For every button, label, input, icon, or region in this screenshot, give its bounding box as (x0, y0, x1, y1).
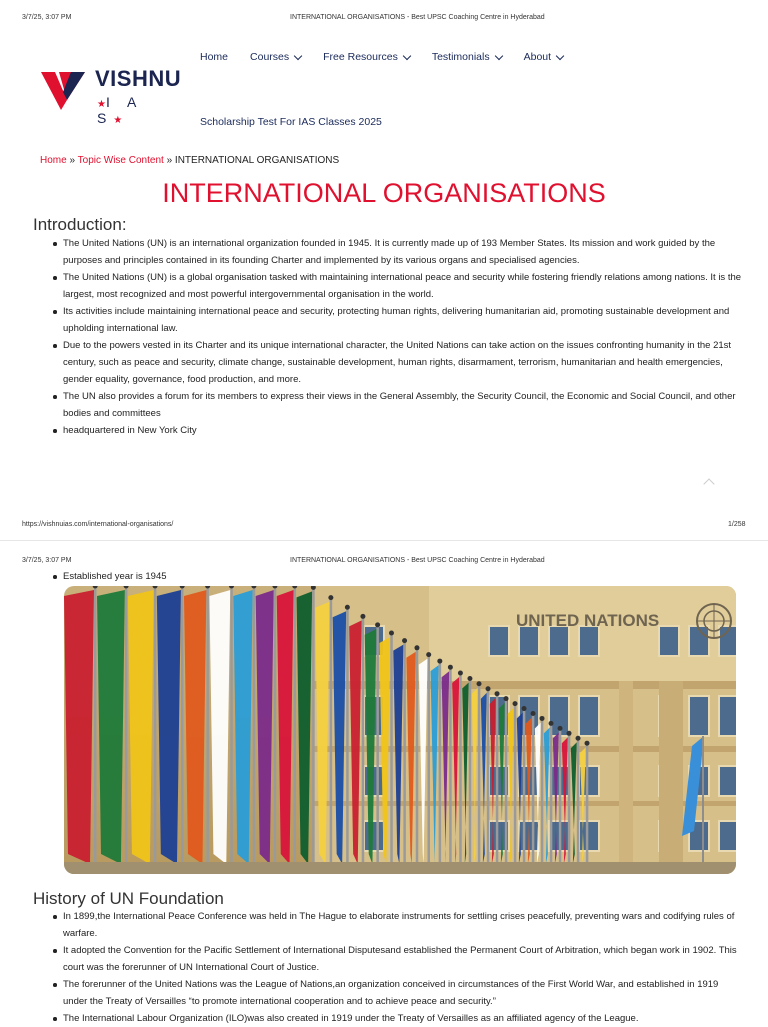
list-item: Its activities include maintaining international peace and security, protecting human rights, delivering humanitarian aid, promoting sustainable development and upholding international law. (52, 303, 742, 337)
list-item: The forerunner of the United Nations was the League of Nations,an organization conceived in circumstances of the First World War, and established in 1919 under the Treaty of Versailles “to promote international cooperation and to achieve peace and security.” (52, 976, 742, 1010)
list-item: The International Labour Organization (ILO)was also created in 1919 under the Treaty of Versailles as an affiliated agency of the League. (52, 1010, 742, 1027)
list-item: It adopted the Convention for the Pacific Settlement of International Disputesand established the Permanent Court of Arbitration, which began work in 1902. This court was the forerunner of UN International Court of Justice. (52, 942, 742, 976)
scroll-to-top-icon[interactable] (703, 478, 714, 489)
list-item: The UN also provides a forum for its members to express their views in the General Assembly, the Security Council, the Economic and Social Council, and other bodies and committees (52, 388, 742, 422)
breadcrumb-home-link[interactable]: Home (40, 155, 67, 166)
intro-heading: Introduction: (33, 215, 127, 234)
print-datetime: 3/7/25, 3:07 PM (22, 14, 72, 21)
page-divider (0, 540, 768, 541)
un-sign-text: UNITED NATIONS (516, 611, 660, 630)
star-icon: ★ (97, 99, 106, 110)
main-nav (200, 51, 585, 63)
un-emblem-icon (697, 604, 731, 638)
photo-illustration (64, 586, 736, 874)
nav-item-free-resources[interactable]: Free Resources (323, 51, 410, 63)
logo-v-mark-icon (41, 70, 87, 112)
breadcrumb: Home » Topic Wise Content » INTERNATIONAL ORGANISATIONS (40, 155, 340, 166)
chevron-down-icon (403, 51, 411, 59)
logo-wordmark: VISHNU (95, 66, 182, 91)
breadcrumb-current: INTERNATIONAL ORGANISATIONS (174, 155, 340, 166)
page-title: INTERNATIONAL ORGANISATIONS (162, 178, 606, 208)
site-logo[interactable] (41, 66, 182, 126)
nav-item-home[interactable]: Home (200, 51, 229, 63)
print-datetime: 3/7/25, 3:07 PM (22, 557, 72, 564)
nav-item-courses[interactable]: Courses (250, 51, 301, 63)
list-item: The United Nations (UN) is an international organization founded in 1945. It is currently made up of 193 Member States. Its mission and work guided by the purposes and principles contained in its founding Charter and implemented by its various organs and specialised agencies. (52, 235, 742, 269)
history-list (52, 908, 742, 1027)
list-item: headquartered in New York City (52, 422, 742, 439)
list-item: The United Nations (UN) is a global organisation tasked with maintaining international peace and security while fostering friendly relations among nations. It is the largest, most recognized and most powerful intergovernmental organisation in the world. (52, 269, 742, 303)
chevron-down-icon (494, 51, 502, 59)
print-url: https://vishnuias.com/international-organisations/ (22, 521, 174, 528)
established-list (52, 568, 742, 585)
print-doc-title: INTERNATIONAL ORGANISATIONS - Best UPSC Coaching Centre in Hyderabad (290, 14, 545, 21)
star-icon: ★ (113, 115, 123, 126)
intro-list (52, 235, 742, 439)
nav-item-scholarship-test[interactable]: Scholarship Test For IAS Classes 2025 (200, 116, 382, 128)
nav-item-testimonials[interactable]: Testimonials (432, 51, 502, 63)
chevron-down-icon (294, 51, 302, 59)
un-building-photo (64, 586, 736, 874)
breadcrumb-section-link[interactable]: Topic Wise Content (77, 155, 164, 166)
print-doc-title: INTERNATIONAL ORGANISATIONS - Best UPSC Coaching Centre in Hyderabad (290, 557, 545, 564)
print-page-number: 1/258 (728, 521, 746, 528)
list-item: Established year is 1945 (52, 568, 742, 585)
list-item: Due to the powers vested in its Charter and its unique international character, the United Nations can take action on the issues confronting humanity in the 21st century, such as peace and security, climate change, sustainable development, human rights, disarmament, terrorism, humanitarian and health emergencies, gender equality, governance, food production, and more. (52, 337, 742, 388)
history-heading: History of UN Foundation (33, 889, 224, 908)
logo-subtitle: ★I A S★ (97, 94, 143, 126)
nav-item-about[interactable]: About (524, 51, 563, 63)
list-item: In 1899,the International Peace Conference was held in The Hague to elaborate instruments for settling crises peacefully, preventing wars and codifying rules of warfare. (52, 908, 742, 942)
chevron-down-icon (556, 51, 564, 59)
